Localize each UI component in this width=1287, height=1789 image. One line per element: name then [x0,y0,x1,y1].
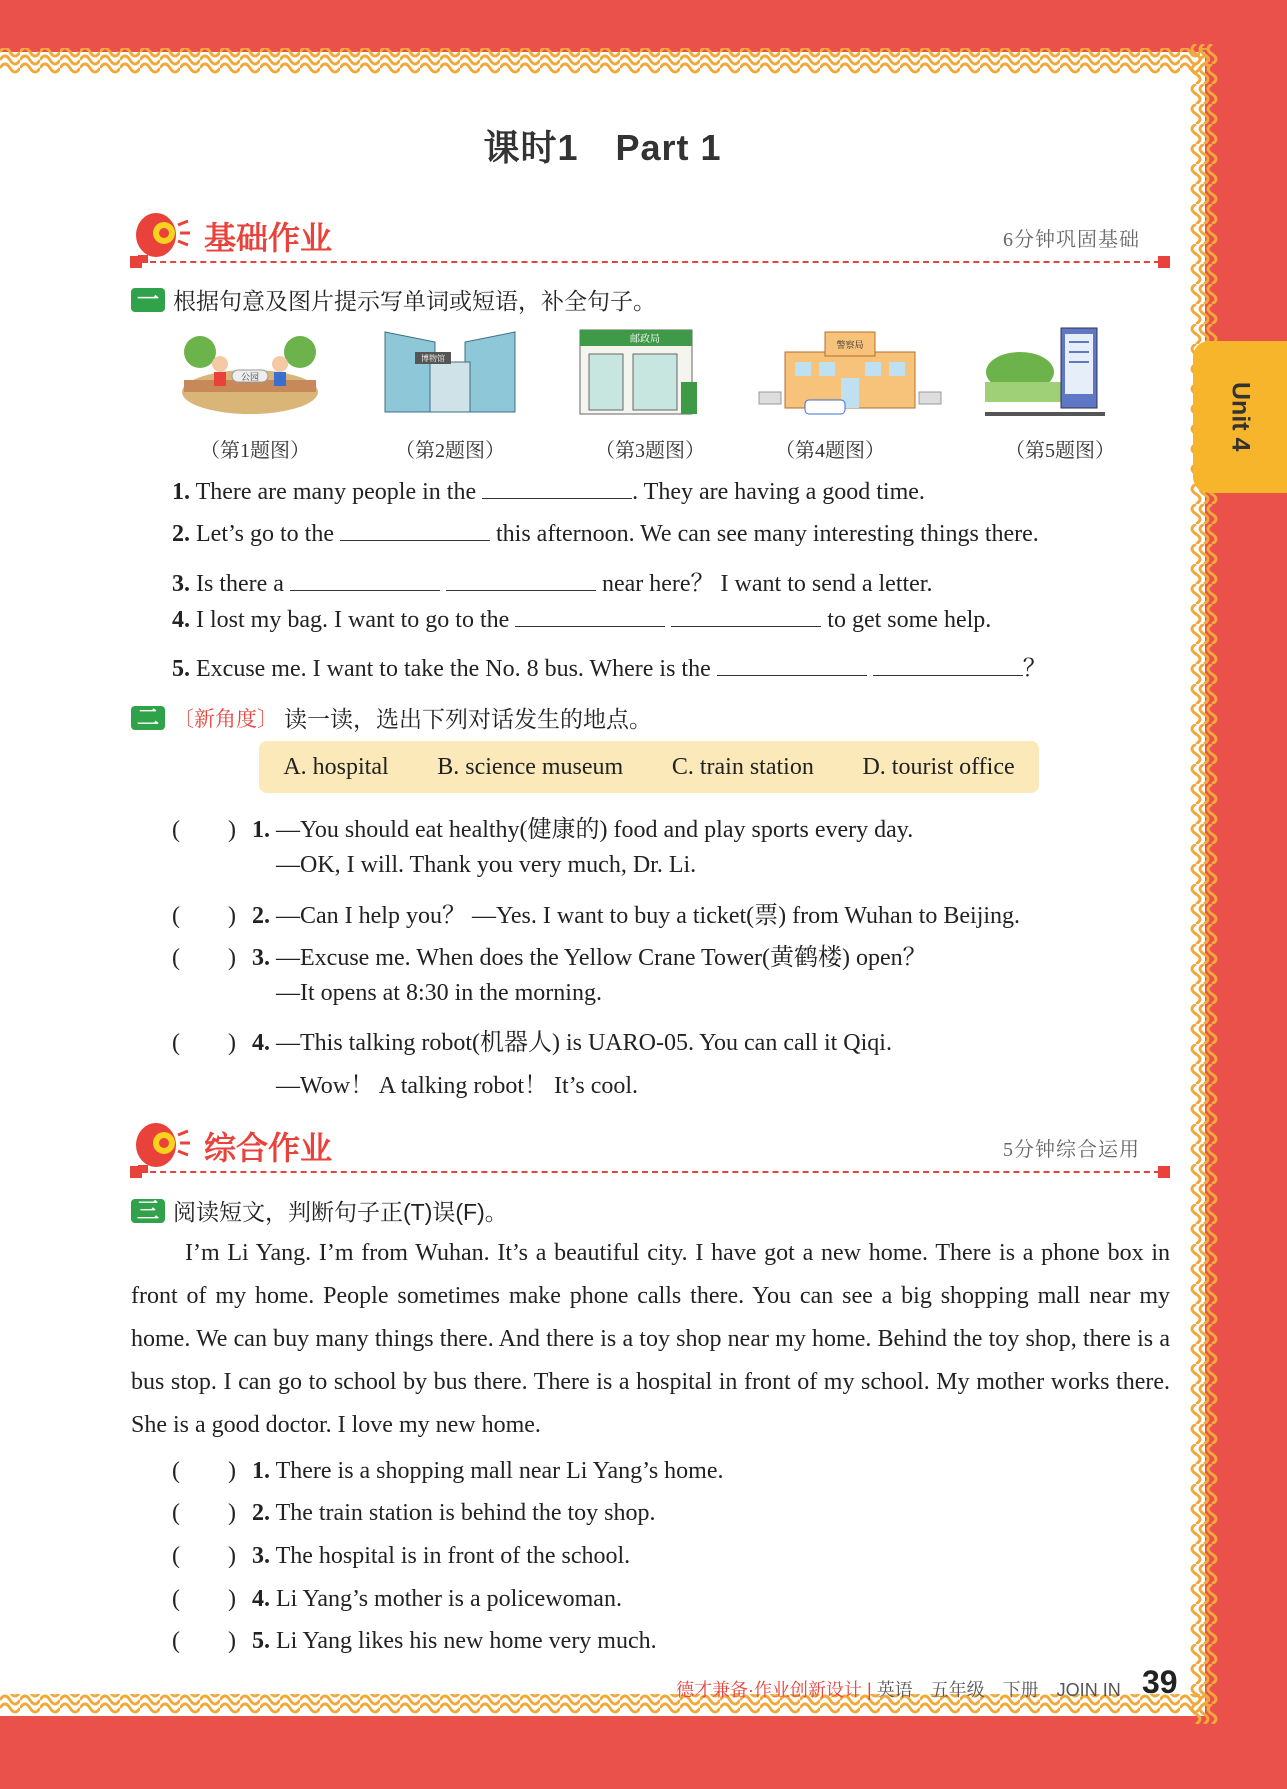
q3-heading [131,1194,508,1227]
q1-item-2: 2. Let’s go to the this afternoon. We can see many interesting things there. [172,521,1039,547]
lantern-icon [130,207,192,263]
bus-stop-illustration [985,322,1105,422]
q2-instruction: 读一读，选出下列对话发生的地点。 [284,706,652,732]
park-sign: 公园 [240,372,260,382]
option-c: C. train station [671,753,814,780]
q1-badge: 一 [131,288,165,312]
option-a: A. hospital [283,753,389,780]
answer-blank[interactable] [873,655,1023,676]
post-office-illustration [575,322,705,422]
q1-item-1: 1. There are many people in the . They are having a good time. [172,479,925,505]
answer-blank[interactable] [482,478,632,499]
divider-dot [1158,256,1170,268]
picture-museum [375,322,525,463]
answer-paren[interactable]: ( ) [172,1030,236,1056]
q1-instruction: 根据句意及图片提示写单词或短语，补全句子。 [173,288,656,314]
unit-tab[interactable]: Unit 4 [1193,341,1287,493]
picture-caption: （第3题图） [595,440,705,462]
q1-heading [131,283,656,316]
divider-dot [130,1166,142,1178]
section-comprehensive-header [130,1117,1170,1173]
q1-item-3: 3. Is there a near here？ I want to send a letter. [172,571,933,597]
picture-caption: （第1题图） [200,440,310,462]
picture-bus-stop [985,322,1135,463]
q2-heading [131,701,652,734]
q2-options [259,741,1039,793]
right-wave-border [1188,44,1228,1724]
answer-blank[interactable] [717,655,867,676]
museum-illustration [375,322,525,422]
q2-item-1-reply: —OK, I will. Thank you very much, Dr. Li. [276,852,697,878]
answer-paren[interactable]: ( ) [172,1543,236,1569]
q2-item-1: ( ) 1. —You should eat healthy(健康的) food and play sports every day. [172,809,913,844]
answer-paren[interactable]: ( ) [172,945,236,971]
q1-pictures [170,322,1120,472]
footer-subject: 英语 五年级 下册 JOIN IN [876,1680,1121,1700]
q3-item-2: ( ) 2. The train station is behind the toy shop. [172,1492,656,1527]
lantern-icon [130,1117,192,1173]
answer-paren[interactable]: ( ) [172,1500,236,1526]
post-office-sign: 邮政局 [630,334,660,345]
q3-instruction: 阅读短文，判断句子正(T)误(F)。 [173,1199,508,1225]
q1-item-5: 5. Excuse me. I want to take the No. 8 bus. Where is the ？ [172,656,1047,682]
q3-item-5: ( ) 5. Li Yang likes his new home very much. [172,1620,657,1655]
park-illustration [180,322,320,422]
option-d: D. tourist office [862,753,1015,780]
answer-blank[interactable] [515,606,665,627]
top-wave-border [0,44,1210,84]
picture-post-office [575,322,725,463]
section-basic-label: 基础作业 [204,220,333,256]
picture-police-station [755,322,905,463]
answer-blank[interactable] [446,570,596,591]
section-basic-hint: 6分钟巩固基础 [1003,229,1140,251]
q2-item-3: ( ) 3. —Excuse me. When does the Yellow Crane Tower(黄鹤楼) open？ [172,937,927,972]
q1-item-4: 4. I lost my bag. I want to go to the to get some help. [172,607,992,633]
q2-item-4-reply: —Wow！ A talking robot！ It’s cool. [276,1073,639,1099]
picture-park [180,322,330,463]
answer-paren[interactable]: ( ) [172,1458,236,1484]
q3-badge: 三 [131,1199,165,1223]
answer-paren[interactable]: ( ) [172,903,236,929]
section-comprehensive-hint: 5分钟综合运用 [1003,1139,1140,1161]
reading-passage: I’m Li Yang. I’m from Wuhan. It’s a beautiful city. I have got a new home. There is a phone box in front of my home. People sometimes make phone calls there. You can see a big shopping mall near my home. We can buy many things there. And there is a toy shop near my home. Behind the toy shop, there is a bus stop. I can go to school by bus there. There is a hospital in front of my school. My mother works there. She is a good doctor. I love my new home. [131,1240,1170,1438]
footer-brand: 德才兼备·作业创新设计 [676,1680,862,1700]
picture-caption: （第2题图） [395,440,505,462]
q2-badge: 二 [131,706,165,730]
police-station-illustration [755,322,945,422]
section-divider [130,261,1170,263]
q3-item-3: ( ) 3. The hospital is in front of the school. [172,1535,630,1570]
q2-item-4: ( ) 4. —This talking robot(机器人) is UARO-05. You can call it Qiqi. [172,1022,892,1057]
q3-item-4: ( ) 4. Li Yang’s mother is a policewoman. [172,1578,622,1613]
museum-sign: 博物馆 [421,354,445,363]
divider-dot [1158,1166,1170,1178]
q2-tag: 〔新角度〕 [173,707,278,731]
answer-paren[interactable]: ( ) [172,1628,236,1654]
answer-blank[interactable] [290,570,440,591]
option-b: B. science museum [437,753,624,780]
q2-item-2: ( ) 2. —Can I help you？ —Yes. I want to buy a ticket(票) from Wuhan to Beijing. [172,895,1020,930]
section-comprehensive-label: 综合作业 [204,1130,333,1166]
q3-item-1: ( ) 1. There is a shopping mall near Li Yang’s home. [172,1450,724,1485]
picture-caption: （第4题图） [775,440,885,462]
page-title: 课时1 Part 1 [483,127,722,168]
answer-blank[interactable] [340,520,490,541]
picture-caption: （第5题图） [1005,440,1115,462]
section-divider [130,1171,1170,1173]
divider-dot [130,256,142,268]
answer-paren[interactable]: ( ) [172,1586,236,1612]
answer-paren[interactable]: ( ) [172,817,236,843]
answer-blank[interactable] [671,606,821,627]
q2-item-3-reply: —It opens at 8:30 in the morning. [276,980,602,1006]
page-number: 39 [1142,1664,1178,1700]
police-sign: 警察局 [836,340,864,350]
section-basic-header [130,207,1170,263]
footer: 德才兼备·作业创新设计 | 英语 五年级 下册 JOIN IN [676,1680,1121,1700]
